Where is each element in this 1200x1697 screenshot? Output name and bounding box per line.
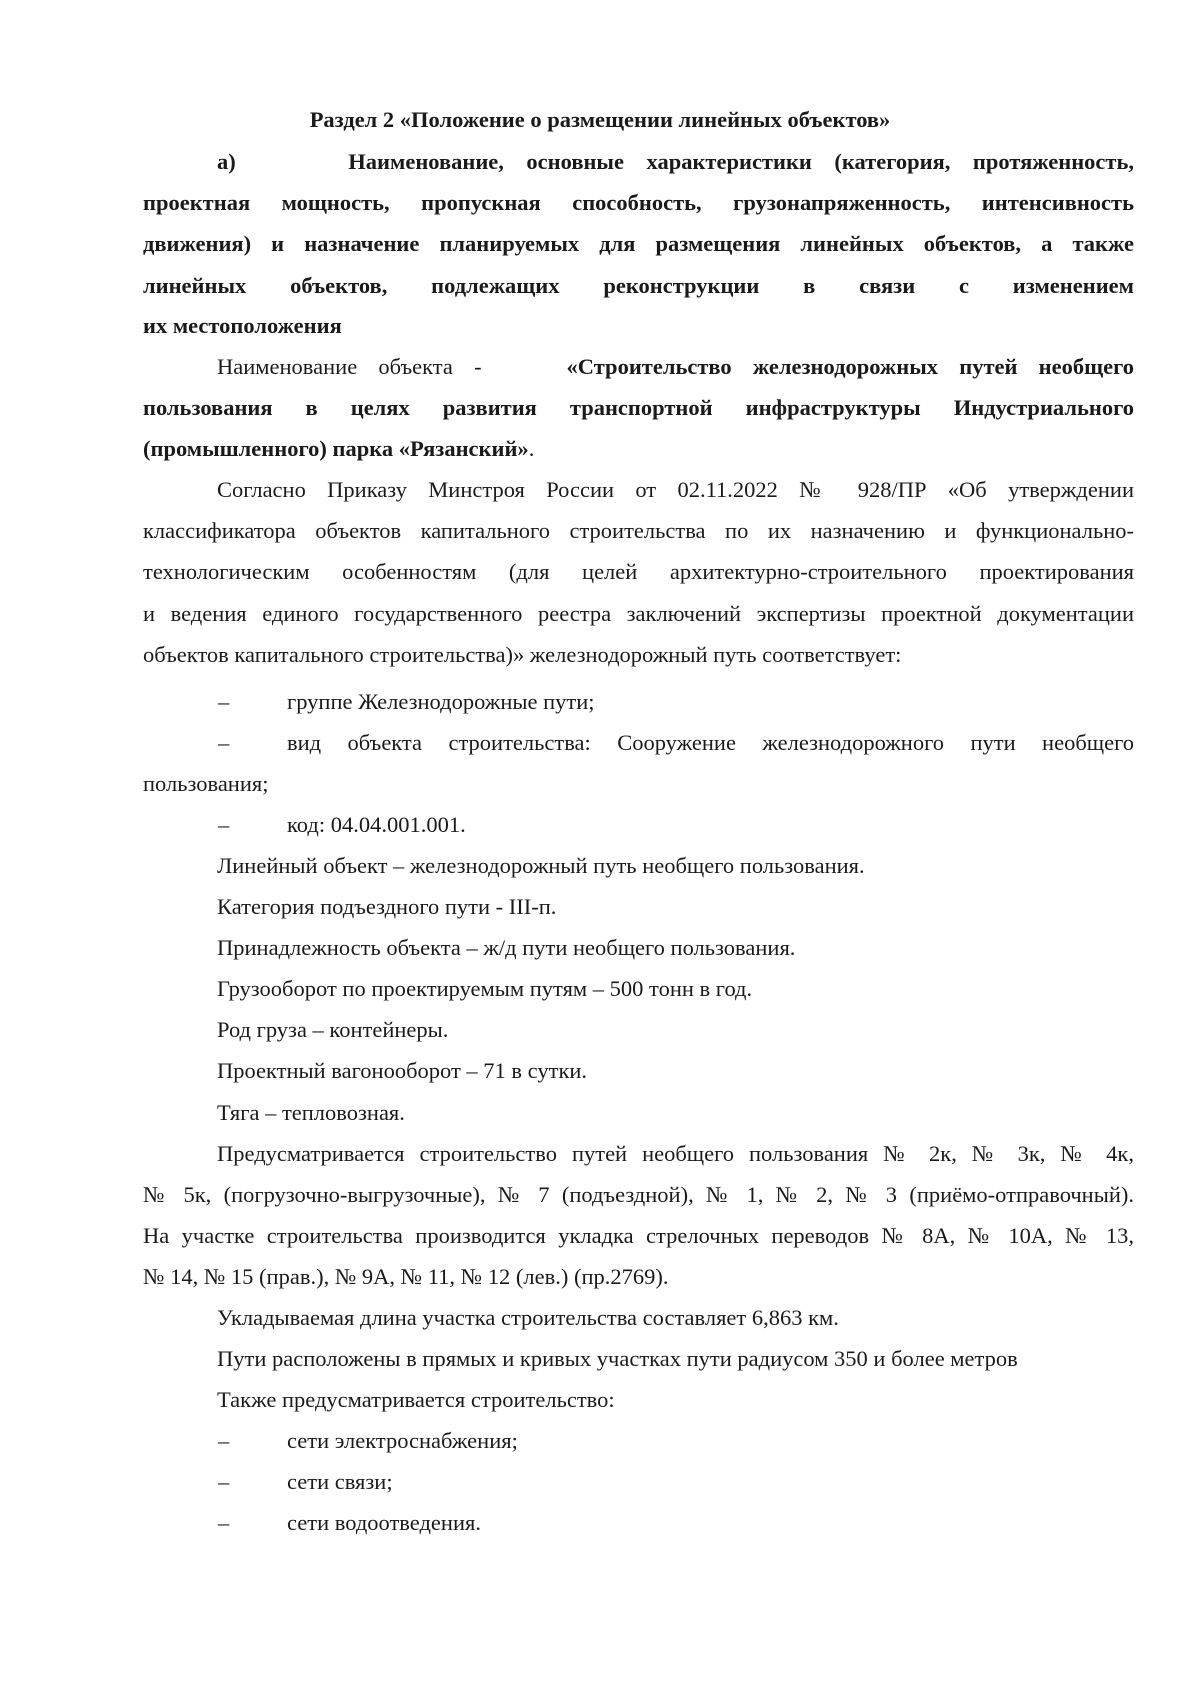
object-name-bold-1: «Строительство железнодорожных путей необщего [566,354,1135,379]
spec-traction: Тяга – тепловозная. [217,1100,405,1125]
spec-freight: Грузооборот по проектируемым путям – 500 тонн в год. [217,976,753,1001]
spec-linear-object: Линейный объект – железнодорожный путь необщего пользования. [217,853,865,878]
object-name-line-1 [217,353,1134,381]
classifier-item-3: код: 04.04.001.001. [287,812,466,837]
list-dash: – [218,1428,230,1453]
network-item-2: сети связи; [287,1469,393,1494]
classifier-item-2-line-2: пользования; [143,771,269,796]
construction-line-4: № 14, № 15 (прав.), № 9А, № 11, № 12 (лев.) (пр.2769). [143,1264,669,1289]
list-dash: – [218,812,230,837]
classifier-item-1: группе Железнодорожные пути; [287,689,595,714]
construction-line-1: Предусматривается строительство путей необщего пользования № 2к, № 3к, № 4к, [217,1141,1134,1166]
classifier-line-2: классификатора объектов капитального строительства по их назначению и функционально- [143,518,1134,543]
object-name-label: Наименование объекта - [217,354,503,379]
list-dash: – [218,1510,230,1535]
construction-radius: Пути расположены в прямых и кривых участках пути радиусом 350 и более метров [217,1346,1018,1371]
also-construction: Также предусматривается строительство: [217,1387,615,1412]
para-a-prefix: а) [217,149,236,174]
classifier-line-1: Согласно Приказу Минстроя России от 02.11.2022 № 928/ПР «Об утверждении [217,477,1134,502]
para-a-line-1 [217,148,1134,176]
object-name-line-3 [143,435,534,463]
construction-length: Укладываемая длина участка строительства составляет 6,863 км. [217,1305,839,1330]
classifier-line-4: и ведения единого государственного реестра заключений экспертизы проектной документации [143,601,1134,626]
list-dash: – [218,1469,230,1494]
network-item-3: сети водоотведения. [287,1510,481,1535]
spec-ownership: Принадлежность объекта – ж/д пути необщего пользования. [217,935,796,960]
spec-cargo: Род груза – контейнеры. [217,1017,449,1042]
para-a-line-5: их местоположения [143,313,342,338]
classifier-line-3: технологическим особенностям (для целей архитектурно-строительного проектирования [143,559,1134,584]
list-dash: – [218,730,230,755]
spec-wagon-turnover: Проектный вагонооборот – 71 в сутки. [217,1058,588,1083]
construction-line-2: № 5к, (погрузочно-выгрузочные), № 7 (подъездной), № 1, № 2, № 3 (приёмо-отправочный). [143,1182,1134,1207]
classifier-item-2-line-1: вид объекта строительства: Сооружение железнодорожного пути необщего [287,730,1134,755]
para-a-line-2: проектная мощность, пропускная способность, грузонапряженность, интенсивность [143,190,1134,215]
para-a-line-3: движения) и назначение планируемых для размещения линейных объектов, а также [143,231,1134,256]
construction-line-3: На участке строительства производится укладка стрелочных переводов № 8А, № 10А, № 13, [143,1223,1134,1248]
spec-category: Категория подъездного пути - III-п. [217,894,557,919]
object-name-tail: . [528,436,535,461]
para-a-text-1: Наименование, основные характеристики (категория, протяженность, [348,149,1134,174]
list-dash: – [218,689,230,714]
object-name-bold-3: (промышленного) парка «Рязанский» [143,436,529,461]
network-item-1: сети электроснабжения; [287,1428,518,1453]
object-name-line-2: пользования в целях развития транспортной инфраструктуры Индустриального [143,395,1134,420]
section-title: Раздел 2 «Положение о размещении линейных объектов» [309,107,891,132]
classifier-line-5: объектов капитального строительства)» железнодорожный путь соответствует: [143,642,902,667]
para-a-line-4: линейных объектов, подлежащих реконструкции в связи с изменением [143,273,1134,298]
